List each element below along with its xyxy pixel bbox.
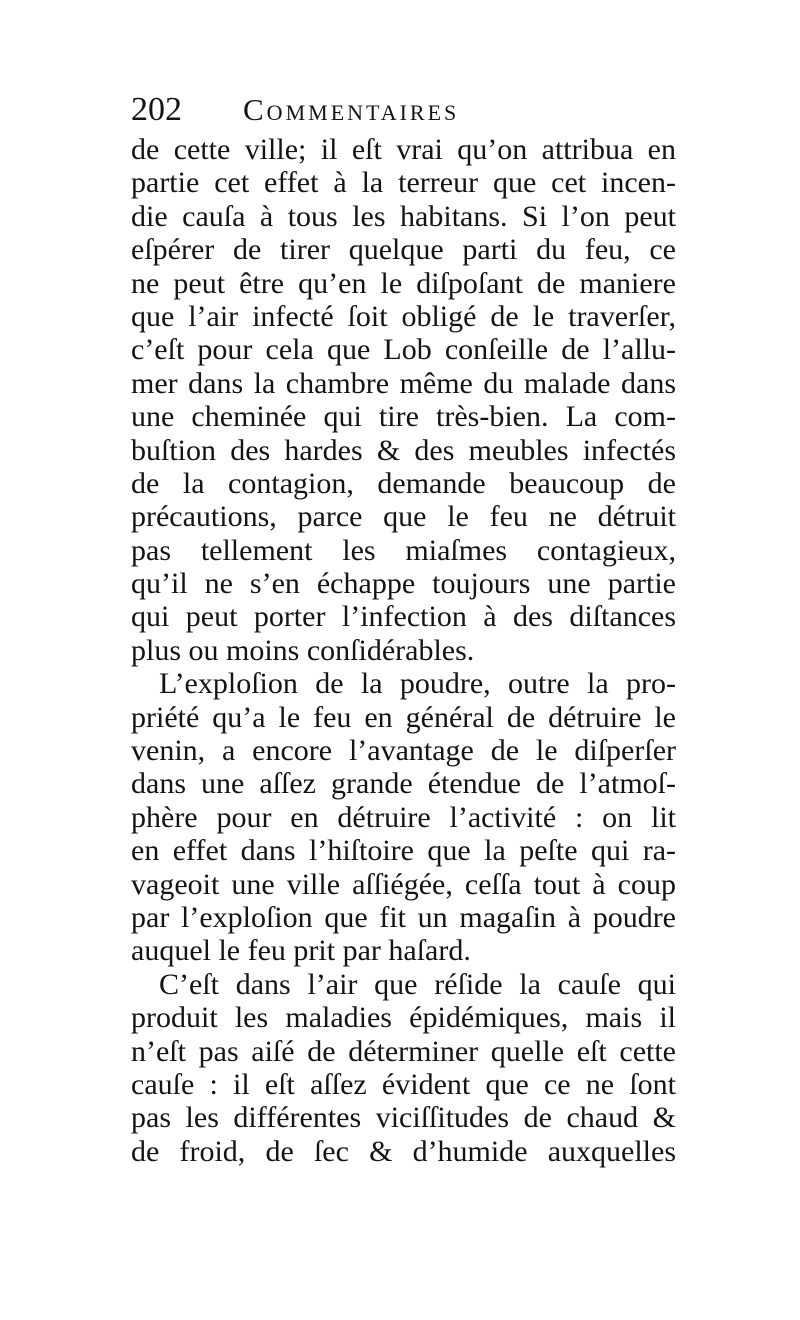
text-line: eſpérer de tirer quelque parti du feu, ce: [131, 233, 676, 267]
text-line: auquel le feu prit par haſard.: [131, 934, 471, 968]
text-line: une cheminée qui tire très-bien. La com-: [131, 400, 676, 434]
running-title: Commentaires: [243, 92, 460, 127]
text-line: die cauſa à tous les habitans. Si l’on peut: [131, 199, 676, 233]
text-line: pas les différentes viciſſitudes de chaud &: [131, 1101, 676, 1135]
text-line: partie cet effet à la terreur que cet incen-: [131, 166, 676, 200]
page-number: 202: [131, 91, 182, 128]
text-line: produit les maladies épidémiques, mais il: [131, 1001, 676, 1035]
text-line: buſtion des hardes & des meubles infectés: [131, 433, 676, 467]
text-line: qu’il ne s’en échappe toujours une partie: [131, 567, 676, 601]
text-line: cauſe : il eſt aſſez évident que ce ne ſont: [131, 1067, 676, 1101]
text-line: de cette ville; il eſt vrai qu’on attribua en: [131, 133, 676, 166]
text-line: L’exploſion de la poudre, outre la pro-: [159, 667, 676, 701]
running-head: [131, 88, 691, 132]
text-line: mer dans la chambre même du malade dans: [131, 366, 676, 400]
text-line: qui peut porter l’infection à des diſtances: [131, 600, 676, 634]
text-line: dans une aſſez grande étendue de l’atmoſ-: [131, 767, 676, 801]
text-line: vageoit une ville aſſiégée, ceſſa tout à coup: [131, 867, 676, 901]
text-line: ne peut être qu’en le diſpoſant de maniere: [131, 266, 676, 300]
text-line: pas tellement les miaſmes contagieux,: [131, 533, 676, 567]
text-line: c’eſt pour cela que Lob conſeille de l’allu-: [131, 333, 676, 367]
text-line: en effet dans l’hiſtoire que la peſte qui ra-: [131, 834, 676, 868]
text-line: précautions, parce que le feu ne détruit: [131, 500, 676, 534]
text-line: priété qu’a le feu en général de détruire le: [131, 700, 676, 734]
text-line: plus ou moins conſidérables.: [131, 633, 475, 667]
body-text: [131, 133, 676, 1168]
text-line: n’eſt pas aiſé de déterminer quelle eſt cette: [131, 1034, 676, 1068]
text-line: phère pour en détruire l’activité : on lit: [131, 800, 676, 834]
text-line: que l’air infecté ſoit obligé de le traverſer,: [131, 299, 676, 333]
text-line: de froid, de ſec & d’humide auxquelles: [131, 1134, 676, 1168]
text-line: venin, a encore l’avantage de le diſperſer: [131, 734, 676, 768]
text-line: par l’exploſion que fit un magaſin à poudre: [131, 900, 676, 934]
text-line: C’eſt dans l’air que réſide la cauſe qui: [159, 967, 676, 1001]
text-line: de la contagion, demande beaucoup de: [131, 466, 676, 500]
